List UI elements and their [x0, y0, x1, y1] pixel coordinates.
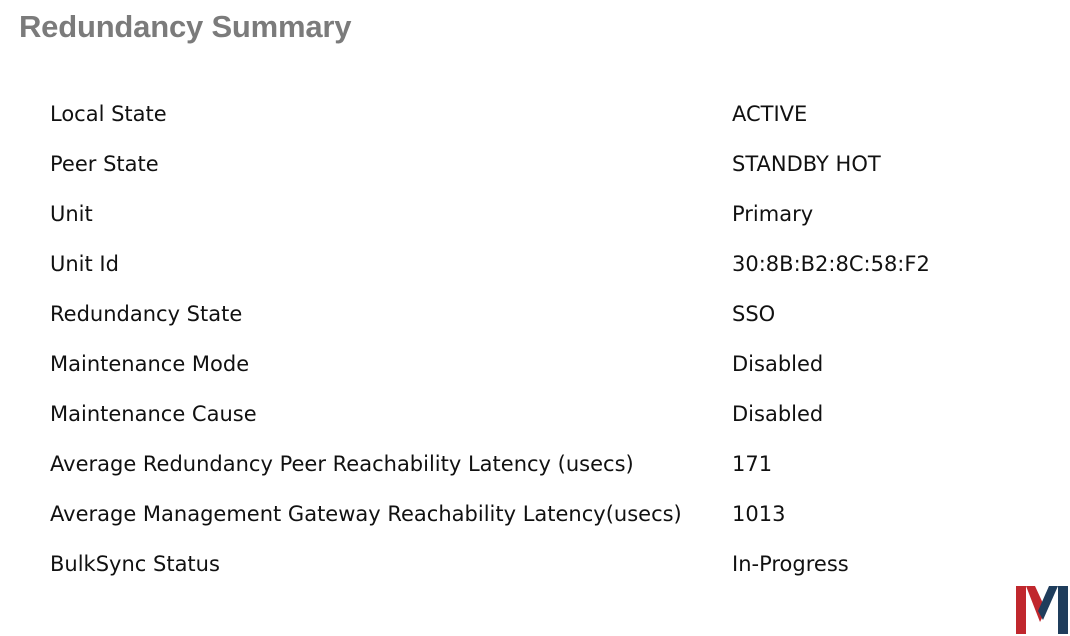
row-label-maintenance-cause: Maintenance Cause [50, 402, 257, 426]
row-value-unit-id: 30:8B:B2:8C:58:F2 [732, 252, 930, 276]
m-logo-right-stroke [1058, 586, 1068, 634]
row-value-redundancy-state: SSO [732, 302, 776, 326]
row-label-bulksync-status: BulkSync Status [50, 552, 220, 576]
row-label-local-state: Local State [50, 102, 167, 126]
table-row [50, 289, 930, 339]
table-row [50, 189, 930, 239]
row-value-local-state: ACTIVE [732, 102, 808, 126]
table-row [50, 89, 930, 139]
table-row [50, 239, 930, 289]
table-row [50, 339, 930, 389]
row-value-peer-state: STANDBY HOT [732, 152, 881, 176]
row-value-bulksync-status: In-Progress [732, 552, 849, 576]
table-row [50, 139, 930, 189]
page-title: Redundancy Summary [19, 9, 352, 44]
redundancy-summary-table [50, 89, 930, 589]
row-label-maintenance-mode: Maintenance Mode [50, 352, 250, 376]
row-value-gateway-latency: 1013 [732, 502, 786, 526]
table-row [50, 389, 930, 439]
table-row [50, 489, 930, 539]
row-label-gateway-latency: Average Management Gateway Reachability Latency(usecs) [50, 502, 682, 526]
row-label-peer-latency: Average Redundancy Peer Reachability Latency (usecs) [50, 452, 634, 476]
row-label-redundancy-state: Redundancy State [50, 302, 243, 326]
table-row [50, 539, 930, 589]
row-value-unit: Primary [732, 202, 814, 226]
row-value-maintenance-mode: Disabled [732, 352, 824, 376]
row-value-maintenance-cause: Disabled [732, 402, 824, 426]
row-label-unit-id: Unit Id [50, 252, 119, 276]
row-label-unit: Unit [50, 202, 93, 226]
m-logo-icon [1016, 586, 1068, 634]
table-row [50, 439, 930, 489]
row-value-peer-latency: 171 [732, 452, 773, 476]
m-logo-left-stroke [1016, 586, 1026, 634]
row-label-peer-state: Peer State [50, 152, 159, 176]
